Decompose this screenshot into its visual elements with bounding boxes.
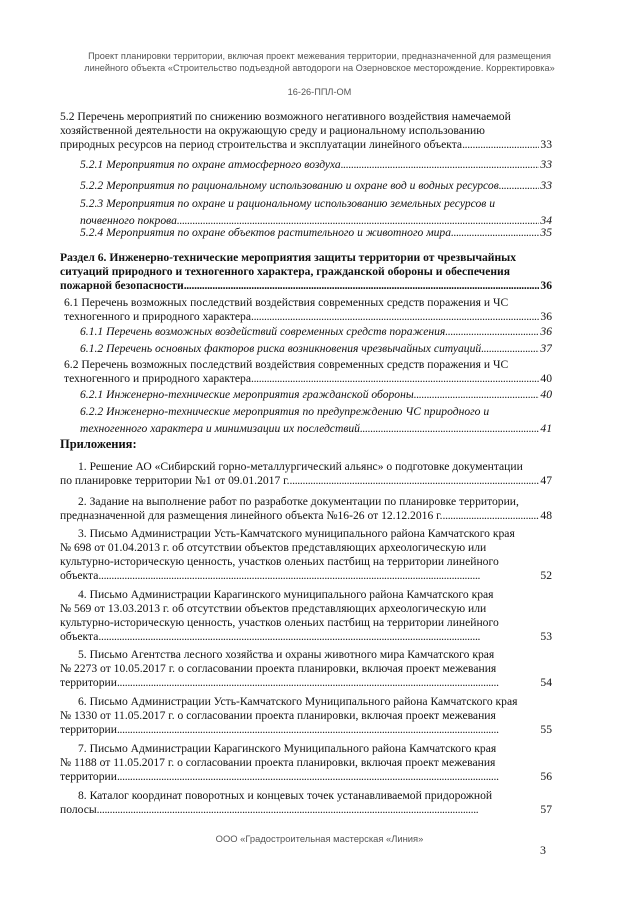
toc-subentry[interactable] [80,388,552,402]
appendix-page-number: 57 [540,802,552,816]
appendix-line: по планировке территории №1 от 09.01.2017 г. [60,473,290,487]
toc-entry-line: Раздел 6. Инженерно-технические мероприятия защиты территории от чрезвычайных [60,251,517,264]
header-title-line-2: линейного объекта «Строительство подъездной автодороги на Озерновское месторождение. Корректировка» [84,62,555,73]
appendix-line: № 2273 от 10.05.2017 г. о согласовании проекта планировки, включая проект межевания [60,661,497,675]
appendix-line: № 1330 от 11.05.2017 г. о согласовании проекта планировки, включая проект межевания [60,708,496,722]
appendix-line: 4. Письмо Администрации Карагинского муниципального района Камчатского края [78,588,494,601]
toc-entry[interactable] [60,110,552,152]
appendix-line: территории [60,722,117,736]
appendix-line: полосы [60,802,97,816]
toc-subentry[interactable] [80,342,552,356]
toc-page-number: 33 [540,179,552,192]
appendix-page-number: 54 [540,675,552,689]
toc-entry-line: 6.1.1 Перечень возможных воздействий современных средств поражения [80,325,446,338]
appendix-line: культурно-историческую ценность, участков оленьих пастбищ на территории линейного [60,615,499,629]
appendix-line: культурно-историческую ценность, участков оленьих пастбищ на территории линейного [60,554,499,568]
toc-entry-line: пожарной безопасности [60,278,184,292]
appendix-line: № 569 от 13.03.2013 г. об отсутствии объектов представляющих археологическую или [60,601,487,615]
toc-page-number: 36 [540,278,552,292]
appendix-page-number: 53 [540,629,552,643]
toc-subentry[interactable] [80,158,552,172]
appendix-item[interactable] [60,742,552,784]
appendix-line: предназначенной для размещения линейного объекта №16-26 от 12.12.2016 г. [60,508,443,522]
appendix-item[interactable] [60,460,552,488]
toc-subentry[interactable] [80,179,552,193]
appendix-line: территории [60,675,117,689]
leader-dots [251,310,539,324]
toc-entry-line: 6.2.1 Инженерно-технические мероприятия гражданской обороны [80,388,414,401]
toc-page-number: 41 [540,422,552,435]
appendix-item[interactable] [60,789,552,817]
leader-dots [462,138,539,152]
appendix-line: объекта [60,629,99,643]
appendix-line: 1. Решение АО «Сибирский горно-металлургический альянс» о подготовке документации [78,460,523,473]
toc-entry-line: 5.2.2 Мероприятия по рациональному использованию и охране вод и водных ресурсов [80,179,499,192]
toc-entry[interactable] [64,296,552,324]
leader-dots [117,723,539,737]
toc-entry-line: 5.2.1 Мероприятия по охране атмосферного воздуха [80,158,341,171]
page-footer: ООО «Градостроительная мастерская «Линия» [215,833,424,844]
leader-dots [117,676,539,690]
toc-entry-line: 6.2 Перечень возможных последствий воздействия современных средств поражения и ЧС [64,358,509,371]
document-code: 16-26-ППЛ-ОМ [287,87,352,97]
appendix-line: объекта [60,568,99,582]
toc-entry-line: 5.2.4 Мероприятия по охране объектов растительного и животного мира [80,226,451,239]
toc-entry[interactable] [64,358,552,386]
toc-page-number: 33 [540,158,552,171]
leader-dots [184,279,540,293]
leader-dots [98,569,539,583]
toc-entry-line: хозяйственной деятельности на окружающую среду и рациональному использованию [60,123,485,137]
leader-dots [360,420,539,437]
appendix-page-number: 47 [540,473,552,487]
toc-entry-line: техногенного характера и минимизации их последствий [80,422,360,435]
toc-entry-line: 6.2.2 Инженерно-технические мероприятия по предупреждению ЧС природного и [80,405,490,418]
toc-entry-line: 5.2 Перечень мероприятий по снижению возможного негативного воздействия намечаемой [60,110,511,123]
appendix-page-number: 52 [540,568,552,582]
header-title-line-1: Проект планировки территории, включая проект межевания территории, предназначенной для размещения [88,51,551,61]
toc-page-number: 35 [540,226,552,239]
leader-dots [97,803,540,817]
toc-subentry[interactable] [80,325,552,339]
page-header [0,51,639,99]
leader-dots [341,158,540,172]
appendix-line: 2. Задание на выполнение работ по разработке документации по планировке территории, [78,495,519,508]
leader-dots [251,372,539,386]
appendix-item[interactable] [60,495,552,523]
leader-dots [451,226,539,240]
appendices-title: Приложения: [60,437,137,451]
toc-page-number: 33 [540,137,552,151]
toc-subentry[interactable] [80,195,552,229]
leader-dots [443,509,540,523]
leader-dots [481,342,539,356]
toc-entry-line: техногенного и природного характера [64,371,251,385]
toc-page-number: 40 [540,388,552,401]
appendix-line: № 1188 от 11.05.2017 г. о согласовании проекта планировки, включая проект межевания [60,755,496,769]
appendix-line: 7. Письмо Администрации Карагинского Муниципального района Камчатского края [78,742,497,755]
appendix-item[interactable] [60,695,552,737]
leader-dots [414,388,540,402]
toc-entry-line: 6.1.2 Перечень основных факторов риска возникновения чрезвычайных ситуаций [80,342,482,355]
appendix-page-number: 48 [540,508,552,522]
appendix-item[interactable] [60,588,552,644]
toc-page-number: 34 [540,214,552,227]
toc-entry-line: ситуаций природного и техногенного характера, гражданской обороны и обеспечения [60,264,510,278]
page-number: 3 [540,843,546,857]
toc-page-number: 40 [540,371,552,385]
appendix-line: 6. Письмо Администрации Усть-Камчатского Муниципального района Камчатского края [78,695,518,708]
appendix-line: № 698 от 01.04.2013 г. об отсутствии объектов представляющих археологическую или [60,540,487,554]
toc-page-number: 37 [540,342,552,355]
toc-entry-line: природных ресурсов на период строительства и эксплуатации линейного объекта [60,137,463,151]
toc-entry-line: почвенного покрова [80,214,177,227]
toc-subentry[interactable] [80,226,552,240]
appendix-item[interactable] [60,527,552,583]
toc-entry-line: 5.2.3 Мероприятия по охране и рациональному использованию земельных ресурсов и [80,197,496,210]
toc-page-number: 36 [540,309,552,323]
leader-dots [117,770,539,784]
appendix-line: 5. Письмо Агентства лесного хозяйства и охраны животного мира Камчатского края [78,648,495,661]
leader-dots [445,325,539,339]
appendix-line: 8. Каталог координат поворотных и концевых точек устанавливаемой придорожной [78,789,493,802]
toc-page-number: 36 [540,325,552,338]
toc-section-6[interactable] [60,251,552,293]
appendix-line: территории [60,769,117,783]
leader-dots [98,630,539,644]
toc-entry-line: 6.1 Перечень возможных последствий воздействия современных средств поражения и ЧС [64,296,509,309]
leader-dots [499,179,540,193]
leader-dots [290,474,540,488]
toc-entry-line: техногенного и природного характера [64,309,251,323]
appendix-item[interactable] [60,648,552,690]
appendix-page-number: 55 [540,722,552,736]
appendix-line: 3. Письмо Администрации Усть-Камчатского муниципального района Камчатского края [78,527,515,540]
toc-subentry[interactable] [80,403,552,437]
appendix-page-number: 56 [540,769,552,783]
